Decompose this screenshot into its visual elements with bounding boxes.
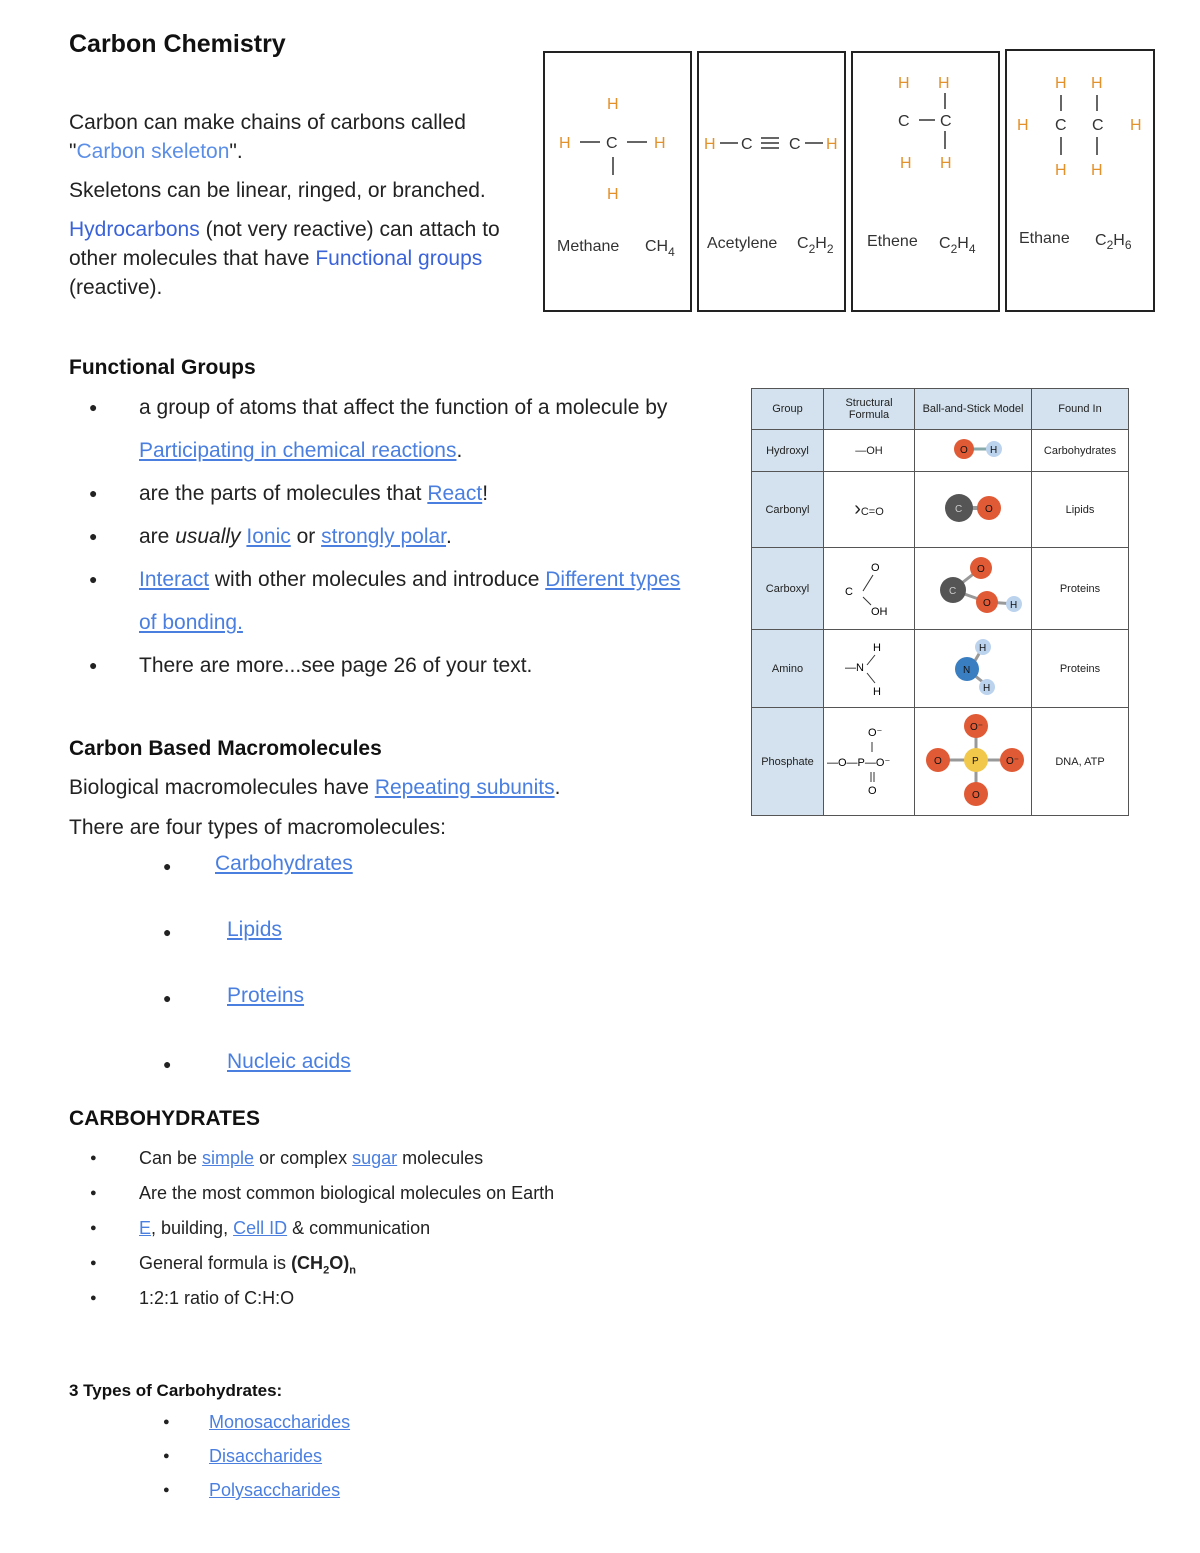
molecule-formula: $C_2H_2$ <box>797 235 834 256</box>
macromolecule-types-list <box>69 852 669 1116</box>
ionic-link[interactable]: Ionic <box>246 525 291 548</box>
atom-h: H <box>1130 117 1142 134</box>
functional-groups-heading: Functional Groups <box>69 356 256 379</box>
atom-c: C <box>898 113 910 130</box>
proteins-link[interactable]: Proteins <box>227 984 305 1007</box>
list-item: ● are usually Ionic or strongly polar. <box>69 515 749 558</box>
list-item: ● E, building, Cell ID & communication <box>69 1216 769 1251</box>
svg-text:O: O <box>868 785 877 797</box>
ethene-box <box>851 51 1000 312</box>
molecule-name: Acetylene <box>707 235 778 252</box>
atom-c: C <box>606 135 618 152</box>
list-item: ● Nucleic acids <box>163 1050 351 1073</box>
methane-structure <box>545 53 690 310</box>
list-item: ● General formula is $(CH_2O)_n$ <box>69 1251 769 1286</box>
atom-h: H <box>898 75 910 92</box>
atom-c: C <box>1092 117 1104 134</box>
carbohydrate-types-list <box>69 1412 669 1514</box>
column-header: Group <box>752 389 824 430</box>
atom-h: H <box>559 135 571 152</box>
svg-text:O: O <box>983 598 991 609</box>
svg-text:O: O <box>972 790 980 801</box>
methane-box <box>543 51 692 312</box>
atom-h: H <box>1055 75 1067 92</box>
svg-text:C: C <box>949 586 957 597</box>
svg-text:C: C <box>845 586 853 598</box>
svg-text:O⁻: O⁻ <box>970 722 984 733</box>
atom-h: H <box>607 96 619 113</box>
different-bonding-link[interactable]: Different types of bonding. <box>139 568 681 634</box>
ball-stick-cell <box>915 430 1032 472</box>
sugar-link[interactable]: sugar <box>352 1148 398 1168</box>
ball-stick-cell <box>915 708 1032 816</box>
energy-link[interactable]: E <box>139 1218 152 1238</box>
atom-h: H <box>1017 117 1029 134</box>
intro-p3: Hydrocarbons (not very reactive) can attach to other molecules that have Functional groups (reactive). <box>69 218 500 299</box>
svg-text:H: H <box>1010 600 1018 611</box>
atom-h: H <box>940 155 952 172</box>
svg-text:H: H <box>873 642 881 654</box>
atom-c: C <box>741 136 753 153</box>
list-item: ● There are more...see page 26 of your text. <box>69 644 749 687</box>
molecule-name: Methane <box>557 238 620 255</box>
carbohydrates-list <box>69 1146 769 1321</box>
column-header: Found In <box>1032 389 1129 430</box>
svg-text:P: P <box>972 756 979 767</box>
ball-stick-cell <box>915 472 1032 548</box>
list-item: ● 1:2:1 ratio of C:H:O <box>69 1286 769 1321</box>
list-item: ● Interact with other molecules and introduce Different types of bonding. <box>69 558 699 644</box>
column-header: Ball-and-Stick Model <box>915 389 1032 430</box>
list-item: ● Disaccharides <box>163 1446 323 1466</box>
svg-text:H: H <box>990 445 998 456</box>
svg-text:N: N <box>963 665 971 676</box>
list-item: ● Can be simple or complex sugar molecules <box>69 1146 769 1181</box>
polysaccharides-link[interactable]: Polysaccharides <box>209 1480 341 1500</box>
svg-text:O: O <box>934 756 942 767</box>
list-item: ● are the parts of molecules that React! <box>69 472 749 515</box>
svg-text:O: O <box>960 445 968 456</box>
carbohydrates-heading: CARBOHYDRATES <box>69 1107 260 1130</box>
table-row: Hydroxyl —OH O H Carbohydrates <box>752 430 1129 472</box>
page-title: Carbon Chemistry <box>69 30 286 58</box>
functional-groups-list <box>69 386 749 687</box>
table-row: Amino H —N H H N H Proteins <box>752 630 1129 708</box>
table-row: Carbonyl ›C=O C O Lipids <box>752 472 1129 548</box>
svg-text:O⁻: O⁻ <box>1006 756 1020 767</box>
molecule-formula: $C_2H_6$ <box>1095 232 1132 252</box>
types-heading: 3 Types of Carbohydrates: <box>69 1381 283 1400</box>
svg-text:H: H <box>983 683 991 694</box>
atom-h: H <box>826 136 838 153</box>
svg-text:O⁻: O⁻ <box>868 727 883 739</box>
ethane-structure <box>1007 51 1153 310</box>
carbohydrates-link[interactable]: Carbohydrates <box>215 852 353 875</box>
table-header-row <box>752 389 1129 430</box>
list-item: ● a group of atoms that affect the function of a molecule by Participating in chemical reactions. <box>69 386 749 472</box>
interact-link[interactable]: Interact <box>139 568 210 591</box>
ball-stick-cell <box>915 548 1032 630</box>
carbon-skeleton-term: Carbon skeleton <box>76 140 230 163</box>
general-formula: $(CH_2O)_n$ <box>291 1253 356 1277</box>
strongly-polar-link[interactable]: strongly polar <box>321 525 447 548</box>
list-item: ● Carbohydrates <box>163 852 353 875</box>
atom-c: C <box>940 113 952 130</box>
molecule-name: Ethane <box>1019 230 1070 247</box>
atom-h: H <box>1091 162 1103 179</box>
intro-p1: Carbon can make chains of carbons called "Carbon skeleton". <box>69 111 466 163</box>
ethene-structure <box>853 53 998 310</box>
cell-id-link[interactable]: Cell ID <box>233 1218 288 1238</box>
intro-section <box>69 108 539 312</box>
svg-text:OH: OH <box>871 606 888 617</box>
list-item: ● Proteins <box>163 984 305 1007</box>
simple-link[interactable]: simple <box>202 1148 255 1168</box>
atom-h: H <box>704 136 716 153</box>
svg-text:O: O <box>871 562 880 574</box>
repeating-subunits-link[interactable]: Repeating subunits <box>374 776 555 799</box>
participating-link[interactable]: Participating in chemical reactions <box>139 439 457 462</box>
macromolecules-line2: There are four types of macromolecules: <box>69 816 446 839</box>
atom-c: C <box>789 136 801 153</box>
svg-text:—O—P—O⁻: —O—P—O⁻ <box>827 757 891 769</box>
svg-text:O: O <box>977 564 985 575</box>
lipids-link[interactable]: Lipids <box>227 918 282 941</box>
list-item: ● Are the most common biological molecules on Earth <box>69 1181 769 1216</box>
atom-h: H <box>900 155 912 172</box>
ball-stick-cell <box>915 630 1032 708</box>
functional-groups-term: Functional groups <box>315 247 483 270</box>
acetylene-structure <box>699 53 844 310</box>
macromolecules-line1: Biological macromolecules have Repeating subunits. <box>69 776 561 799</box>
macromolecules-heading: Carbon Based Macromolecules <box>69 737 382 760</box>
intro-p2: Skeletons can be linear, ringed, or branched. <box>69 179 486 202</box>
disaccharides-link[interactable]: Disaccharides <box>209 1446 323 1466</box>
atom-h: H <box>938 75 950 92</box>
acetylene-box <box>697 51 846 312</box>
column-header: Structural Formula <box>824 389 915 430</box>
svg-text:H: H <box>873 686 881 697</box>
table-row: Carboxyl O C OH C O O H Proteins <box>752 548 1129 630</box>
functional-groups-table <box>751 388 1129 816</box>
list-item: ● Polysaccharides <box>163 1480 341 1500</box>
hydrocarbons-term: Hydrocarbons <box>69 218 200 241</box>
atom-h: H <box>1055 162 1067 179</box>
table-row: Phosphate O⁻ —O—P—O⁻ O O⁻ O P O⁻ O DNA, ATP <box>752 708 1129 816</box>
molecule-formula: $C_2H_4$ <box>939 235 976 256</box>
svg-text:H: H <box>979 643 987 654</box>
list-item: ● Monosaccharides <box>163 1412 351 1432</box>
atom-h: H <box>654 135 666 152</box>
list-item: ● Lipids <box>163 918 282 941</box>
react-link[interactable]: React <box>427 482 483 505</box>
atom-c: C <box>1055 117 1067 134</box>
ethane-box <box>1005 49 1155 312</box>
svg-text:O: O <box>985 504 993 515</box>
svg-text:—N: —N <box>845 662 864 674</box>
molecule-formula: $CH_4$ <box>645 238 675 259</box>
molecule-name: Ethene <box>867 233 918 250</box>
nucleic-acids-link[interactable]: Nucleic acids <box>227 1050 351 1073</box>
svg-text:C: C <box>955 504 963 515</box>
atom-h: H <box>607 186 619 203</box>
atom-h: H <box>1091 75 1103 92</box>
monosaccharides-link[interactable]: Monosaccharides <box>209 1412 351 1432</box>
